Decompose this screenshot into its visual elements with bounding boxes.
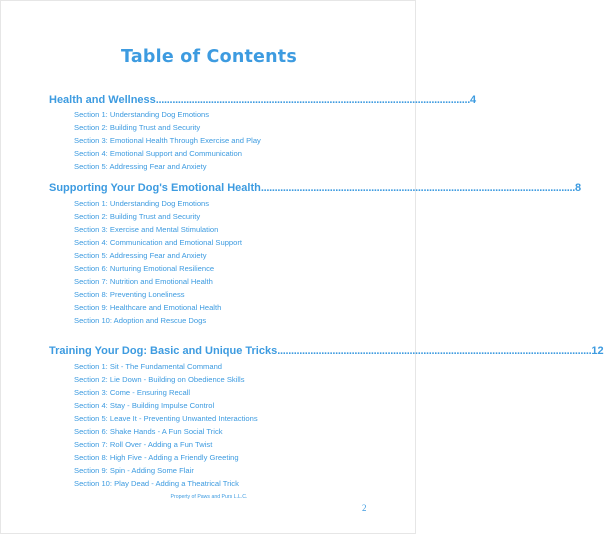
toc-title: Table of Contents xyxy=(121,47,297,67)
section-entry[interactable]: Section 1: Understanding Dog Emotions xyxy=(74,110,210,119)
section-entry[interactable]: Section 4: Communication and Emotional Support xyxy=(74,238,243,247)
page-footer: Property of Paws and Purs L.L.C. xyxy=(170,494,248,500)
chapter-title: Supporting Your Dog's Emotional Health xyxy=(49,182,261,194)
section-entry[interactable]: Section 9: Healthcare and Emotional Health xyxy=(74,303,222,312)
section-entry[interactable]: Section 3: Come - Ensuring Recall xyxy=(74,388,191,397)
chapter-page: 12 xyxy=(591,345,604,357)
section-entry[interactable]: Section 4: Emotional Support and Communication xyxy=(74,149,243,158)
dot-leader: .................................................................................................................. xyxy=(277,345,592,357)
section-entry[interactable]: Section 2: Building Trust and Security xyxy=(74,123,201,132)
chapter-heading[interactable] xyxy=(49,182,582,195)
section-entry[interactable]: Section 5: Addressing Fear and Anxiety xyxy=(74,162,207,171)
section-entry[interactable]: Section 7: Roll Over - Adding a Fun Twist xyxy=(74,440,213,449)
dot-leader: .................................................................................................................. xyxy=(155,94,470,106)
section-entry[interactable]: Section 4: Stay - Building Impulse Control xyxy=(74,401,215,410)
chapter-page: 4 xyxy=(469,94,477,106)
section-entry[interactable]: Section 9: Spin - Adding Some Flair xyxy=(74,466,194,475)
section-entry[interactable]: Section 1: Understanding Dog Emotions xyxy=(74,199,210,208)
section-entry[interactable]: Section 2: Lie Down - Building on Obedience Skills xyxy=(74,375,245,384)
section-entry[interactable]: Section 1: Sit - The Fundamental Command xyxy=(74,362,223,371)
section-entry[interactable]: Section 3: Emotional Health Through Exercise and Play xyxy=(74,136,261,145)
chapter-title: Training Your Dog: Basic and Unique Tricks xyxy=(49,345,278,357)
dot-leader: .................................................................................................................. xyxy=(260,182,576,194)
section-entry[interactable]: Section 8: Preventing Loneliness xyxy=(74,290,185,299)
chapter-heading[interactable] xyxy=(49,94,477,107)
section-entry[interactable]: Section 5: Addressing Fear and Anxiety xyxy=(74,251,207,260)
chapter-page: 8 xyxy=(575,182,582,194)
section-entry[interactable]: Section 5: Leave It - Preventing Unwanted Interactions xyxy=(74,414,258,423)
chapter-heading[interactable] xyxy=(49,345,604,358)
section-entry[interactable]: Section 2: Building Trust and Security xyxy=(74,212,201,221)
page-number: 2 xyxy=(362,503,367,513)
section-entry[interactable]: Section 8: High Five - Adding a Friendly Greeting xyxy=(74,453,239,462)
section-entry[interactable]: Section 6: Shake Hands - A Fun Social Trick xyxy=(74,427,223,436)
section-entry[interactable]: Section 10: Play Dead - Adding a Theatrical Trick xyxy=(74,479,239,488)
section-entry[interactable]: Section 7: Nutrition and Emotional Health xyxy=(74,277,213,286)
chapter-title: Health and Wellness xyxy=(49,94,156,106)
section-entry[interactable]: Section 3: Exercise and Mental Stimulation xyxy=(74,225,219,234)
section-entry[interactable]: Section 6: Nurturing Emotional Resilience xyxy=(74,264,215,273)
section-entry[interactable]: Section 10: Adoption and Rescue Dogs xyxy=(74,316,207,325)
